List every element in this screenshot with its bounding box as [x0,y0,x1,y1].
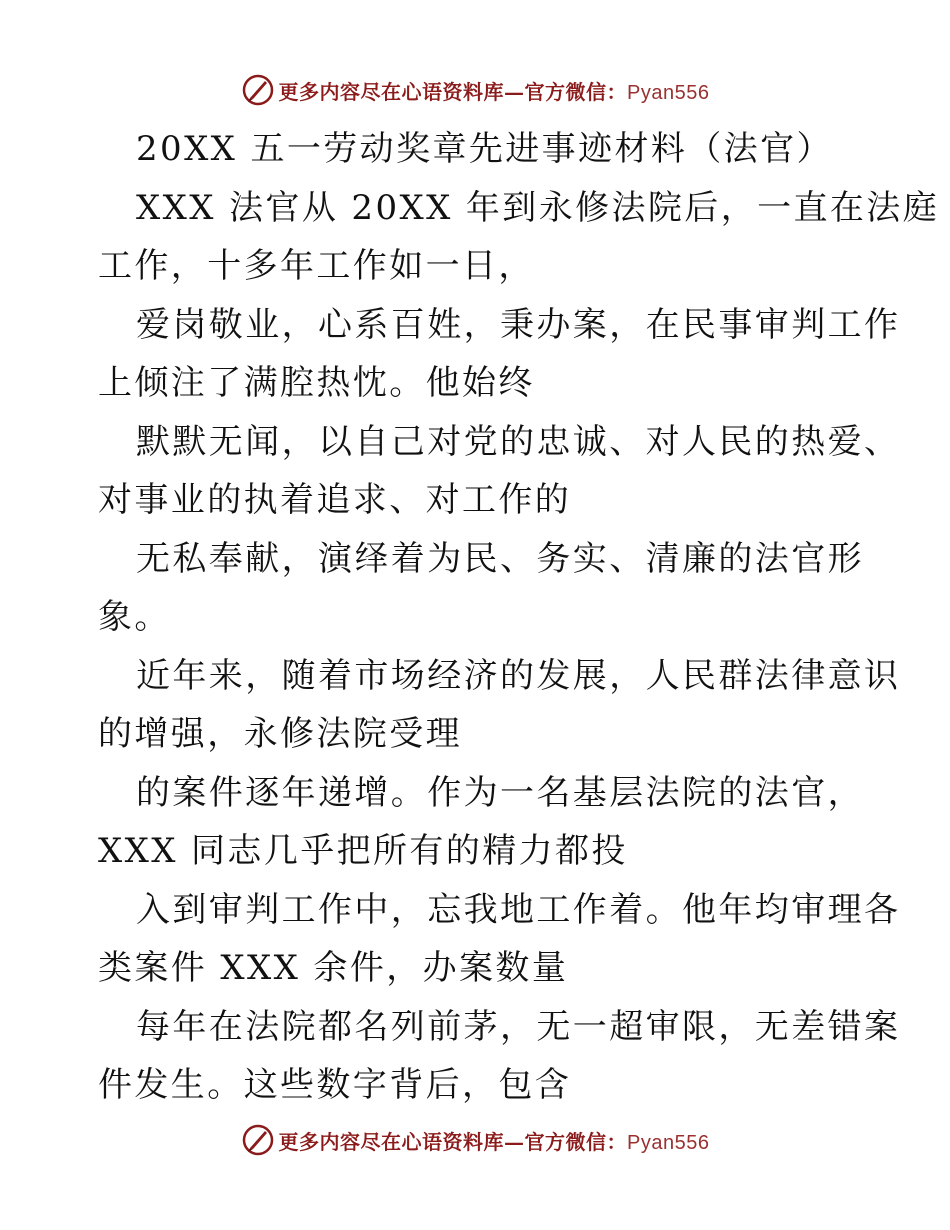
paragraph-line: 近年来，随着市场经济的发展，人民群法律意识 [136,655,901,696]
paragraph-line: 的增强，永修法院受理 [98,714,462,754]
paragraph-line: 象。 [98,597,171,637]
paragraph-line: 工作，十多年工作如一日， [98,246,535,286]
header-watermark-text: 更多内容尽在心语资料库—官方微信：Pyan556 [278,79,710,104]
paragraph-line: XXX 法官从 20XX 年到永修法院后，一直在法庭 [136,187,940,228]
footer-watermark-text: 更多内容尽在心语资料库—官方微信：Pyan556 [278,1129,710,1154]
paragraph-line: 的案件逐年递增。作为一名基层法院的法官， [136,772,864,813]
document-body [98,120,940,1115]
quill-pen-logo-icon [241,73,275,107]
paragraph-line: XXX 同志几乎把所有的精力都投 [98,831,628,871]
footer-wechat-id: Pyan556 [627,1131,710,1154]
paragraph-line: 对事业的执着追求、对工作的 [98,480,572,520]
paragraph-line: 件发生。这些数字背后，包含 [98,1065,572,1105]
paragraph-line: 无私奉献，演绎着为民、务实、清廉的法官形 [136,538,864,579]
paragraph-line: 入到审判工作中，忘我地工作着。他年均审理各 [136,889,901,930]
paragraph-line: 每年在法院都名列前茅，无一超审限，无差错案 [136,1006,901,1047]
paragraph-line: 类案件 XXX 余件，办案数量 [98,948,569,988]
header-watermark-banner [0,70,950,110]
footer-watermark-banner [0,1120,950,1160]
paragraph-line: 爱岗敬业，心系百姓，秉办案，在民事审判工作 [136,304,901,345]
header-wechat-id: Pyan556 [627,81,710,104]
quill-pen-logo-icon [241,1123,275,1157]
paragraph-line: 上倾注了满腔热忱。他始终 [98,363,535,403]
paragraph-line: 默默无闻，以自己对党的忠诚、对人民的热爱、 [136,421,901,462]
document-title: 20XX 五一劳动奖章先进事迹材料（法官） [136,129,833,169]
